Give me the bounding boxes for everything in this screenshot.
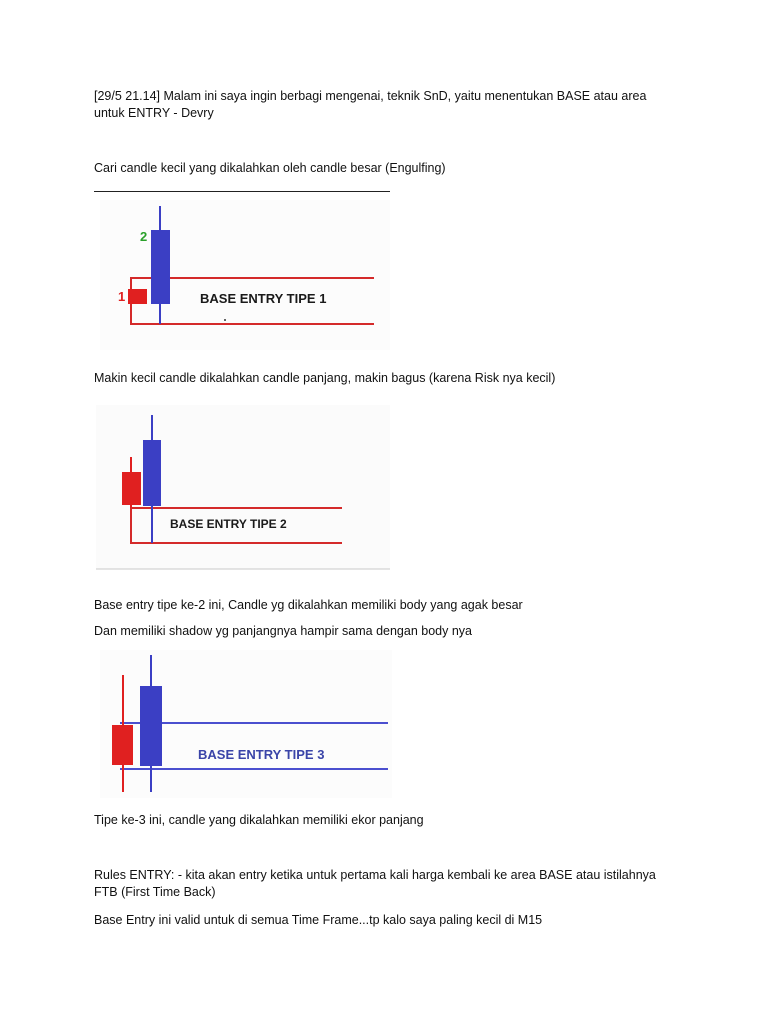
blue-candle	[140, 686, 162, 766]
intro-line-2: untuk ENTRY - Devry	[94, 106, 214, 120]
intro-line-1: [29/5 21.14] Malam ini saya ingin berbagi mengenai, teknik SnD, yaitu menentukan BASE atau area	[94, 89, 647, 103]
figure-base-entry-tipe-2	[96, 405, 390, 571]
candle-number-2: 2	[140, 229, 148, 244]
divider-line	[94, 191, 390, 192]
figure-label: BASE ENTRY TIPE 1	[200, 291, 327, 306]
figure-base-entry-tipe-1	[100, 200, 390, 350]
paragraph-rules-entry-2: FTB (First Time Back)	[94, 885, 216, 899]
blue-candle	[151, 230, 170, 304]
candle-number-1: 1	[118, 289, 126, 304]
blue-candle	[143, 440, 161, 506]
figure-label: BASE ENTRY TIPE 2	[170, 517, 287, 531]
paragraph-tipe-2-shadow: Dan memiliki shadow yg panjangnya hampir sama dengan body nya	[94, 624, 472, 638]
paragraph-engulfing: Cari candle kecil yang dikalahkan oleh candle besar (Engulfing)	[94, 161, 446, 175]
red-candle	[122, 472, 141, 505]
figure-base-entry-tipe-3	[100, 650, 392, 798]
red-candle	[128, 289, 147, 304]
paragraph-rules-entry-1: Rules ENTRY: - kita akan entry ketika untuk pertama kali harga kembali ke area BASE atau istilahnya	[94, 868, 656, 882]
red-candle	[112, 725, 133, 765]
paragraph-risk: Makin kecil candle dikalahkan candle panjang, makin bagus (karena Risk nya kecil)	[94, 371, 556, 385]
paragraph-tipe-2-body: Base entry tipe ke-2 ini, Candle yg dikalahkan memiliki body yang agak besar	[94, 598, 523, 612]
figure-label: BASE ENTRY TIPE 3	[198, 747, 325, 762]
paragraph-time-frame: Base Entry ini valid untuk di semua Time Frame...tp kalo saya paling kecil di M15	[94, 913, 543, 927]
paragraph-tipe-3: Tipe ke-3 ini, candle yang dikalahkan memiliki ekor panjang	[94, 813, 424, 827]
